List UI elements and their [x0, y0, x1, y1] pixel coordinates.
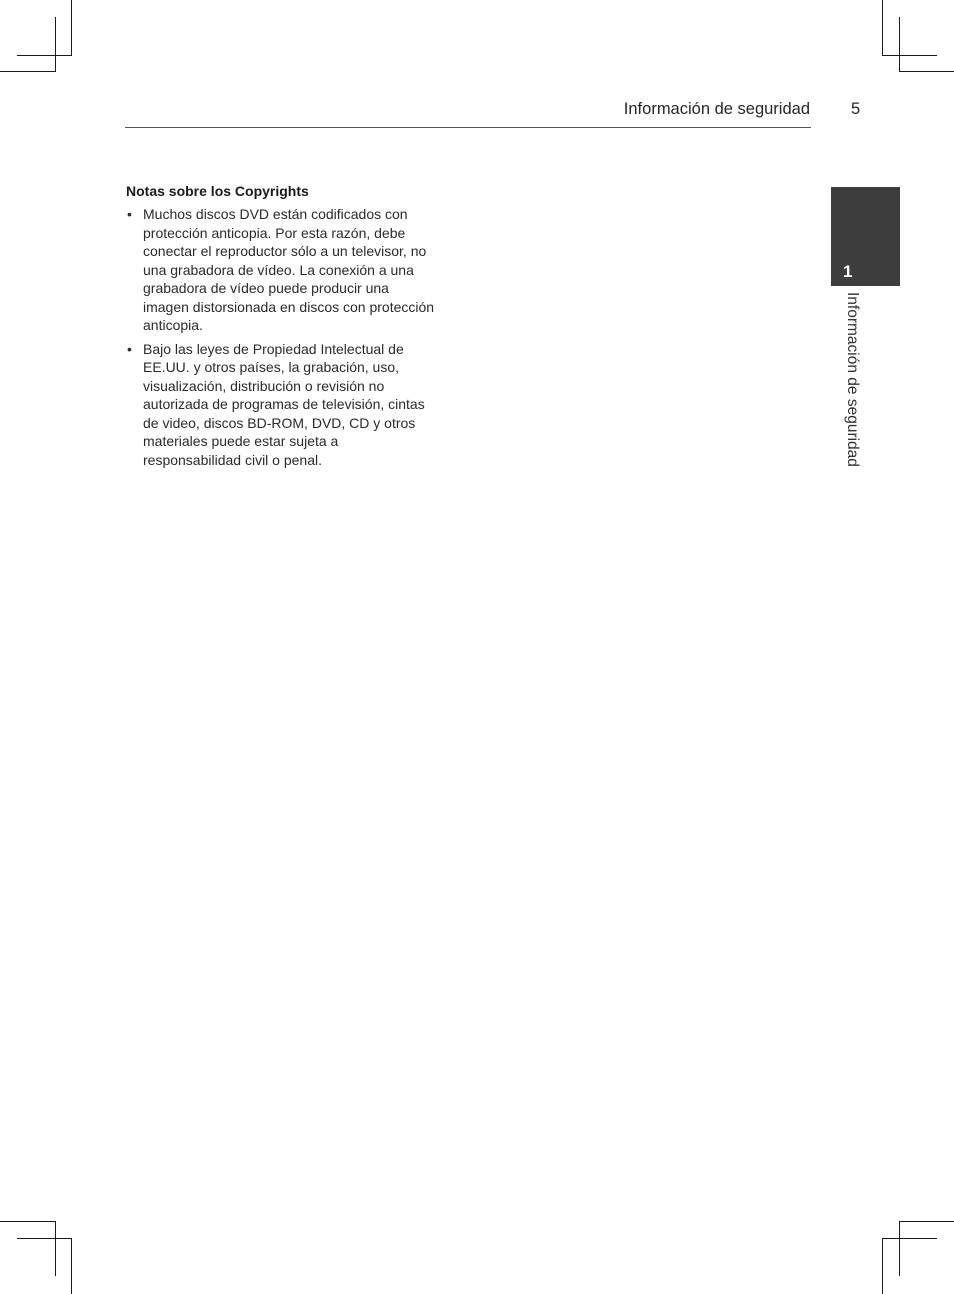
chapter-tab: [831, 187, 900, 286]
section-heading: Notas sobre los Copyrights: [126, 183, 309, 199]
chapter-side-label: Información de seguridad: [844, 292, 861, 467]
list-item: [126, 205, 436, 335]
crop-mark: [0, 71, 55, 72]
copyright-notes-section: [126, 183, 436, 474]
page-number: 5: [851, 100, 861, 118]
crop-mark: [899, 1221, 900, 1276]
header-rule: [125, 127, 811, 128]
crop-mark: [882, 1239, 883, 1294]
running-header-title: Información de seguridad: [623, 100, 810, 118]
bullet-icon: •: [127, 340, 132, 357]
crop-mark: [71, 1239, 72, 1294]
crop-mark: [882, 1238, 937, 1239]
chapter-number: 1: [843, 262, 853, 281]
list-item-text: Muchos discos DVD están codificados con protección anticopia. Por esta razón, debe conectar el reproductor sólo a un televisor, no una grabadora de vídeo. La conexión a una grabadora de vídeo puede producir una imagen distorsionada en discos con protección anticopia.: [143, 206, 435, 333]
crop-mark: [899, 1221, 954, 1222]
crop-mark: [0, 1221, 55, 1222]
crop-mark: [882, 55, 937, 56]
crop-mark: [899, 17, 900, 72]
crop-mark: [71, 0, 72, 55]
crop-mark: [17, 1238, 72, 1239]
crop-mark: [899, 71, 954, 72]
list-item: [126, 340, 436, 470]
crop-mark: [55, 17, 56, 72]
list-item-text: Bajo las leyes de Propiedad Intelectual de EE.UU. y otros países, la grabación, uso, visualización, distribución o revisión no autorizada de programas de televisión, cintas de video, discos BD-ROM, DVD, CD y otros materiales puede estar sujeta a responsabilidad civil o penal.: [143, 340, 425, 468]
crop-mark: [55, 1221, 56, 1276]
crop-mark: [17, 55, 72, 56]
bullet-icon: •: [127, 206, 132, 222]
crop-mark: [882, 0, 883, 55]
notes-list: [126, 205, 436, 469]
